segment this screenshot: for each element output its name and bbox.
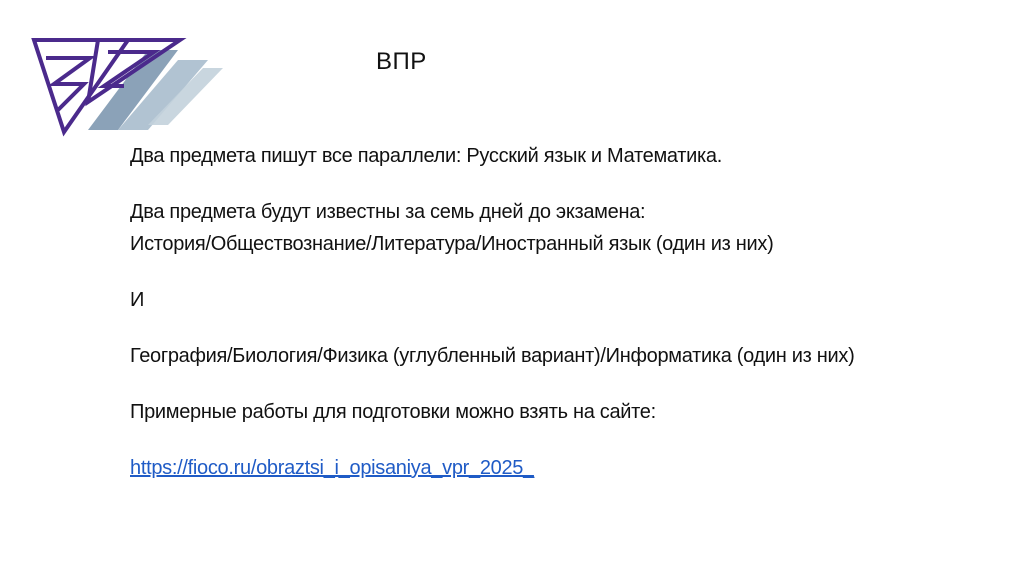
triangles-logo-icon [28,30,228,140]
paragraph-1 [130,140,990,172]
paragraph-line: Два предмета пишут все параллели: Русский язык и Математика. [130,145,722,167]
slide-title: ВПР [376,48,427,75]
paragraph-line: И [130,289,145,311]
paragraph-line: География/Биология/Физика (углубленный вариант)/Информатика (один из них) [130,345,855,367]
slide-body [130,140,990,508]
paragraph-2 [130,196,990,260]
paragraph-line: Примерные работы для подготовки можно взять на сайте: [130,401,656,423]
link-paragraph [130,452,990,484]
paragraph-4 [130,340,990,372]
paragraph-5 [130,396,990,428]
paragraph-3 [130,284,990,316]
paragraph-line: История/Обществознание/Литература/Иностранный язык (один из них) [130,233,774,255]
paragraph-line: Два предмета будут известны за семь дней до экзамена: [130,201,646,223]
vpr-samples-link[interactable]: https://fioco.ru/obraztsi_i_opisaniya_vpr_2025_ [130,457,534,479]
